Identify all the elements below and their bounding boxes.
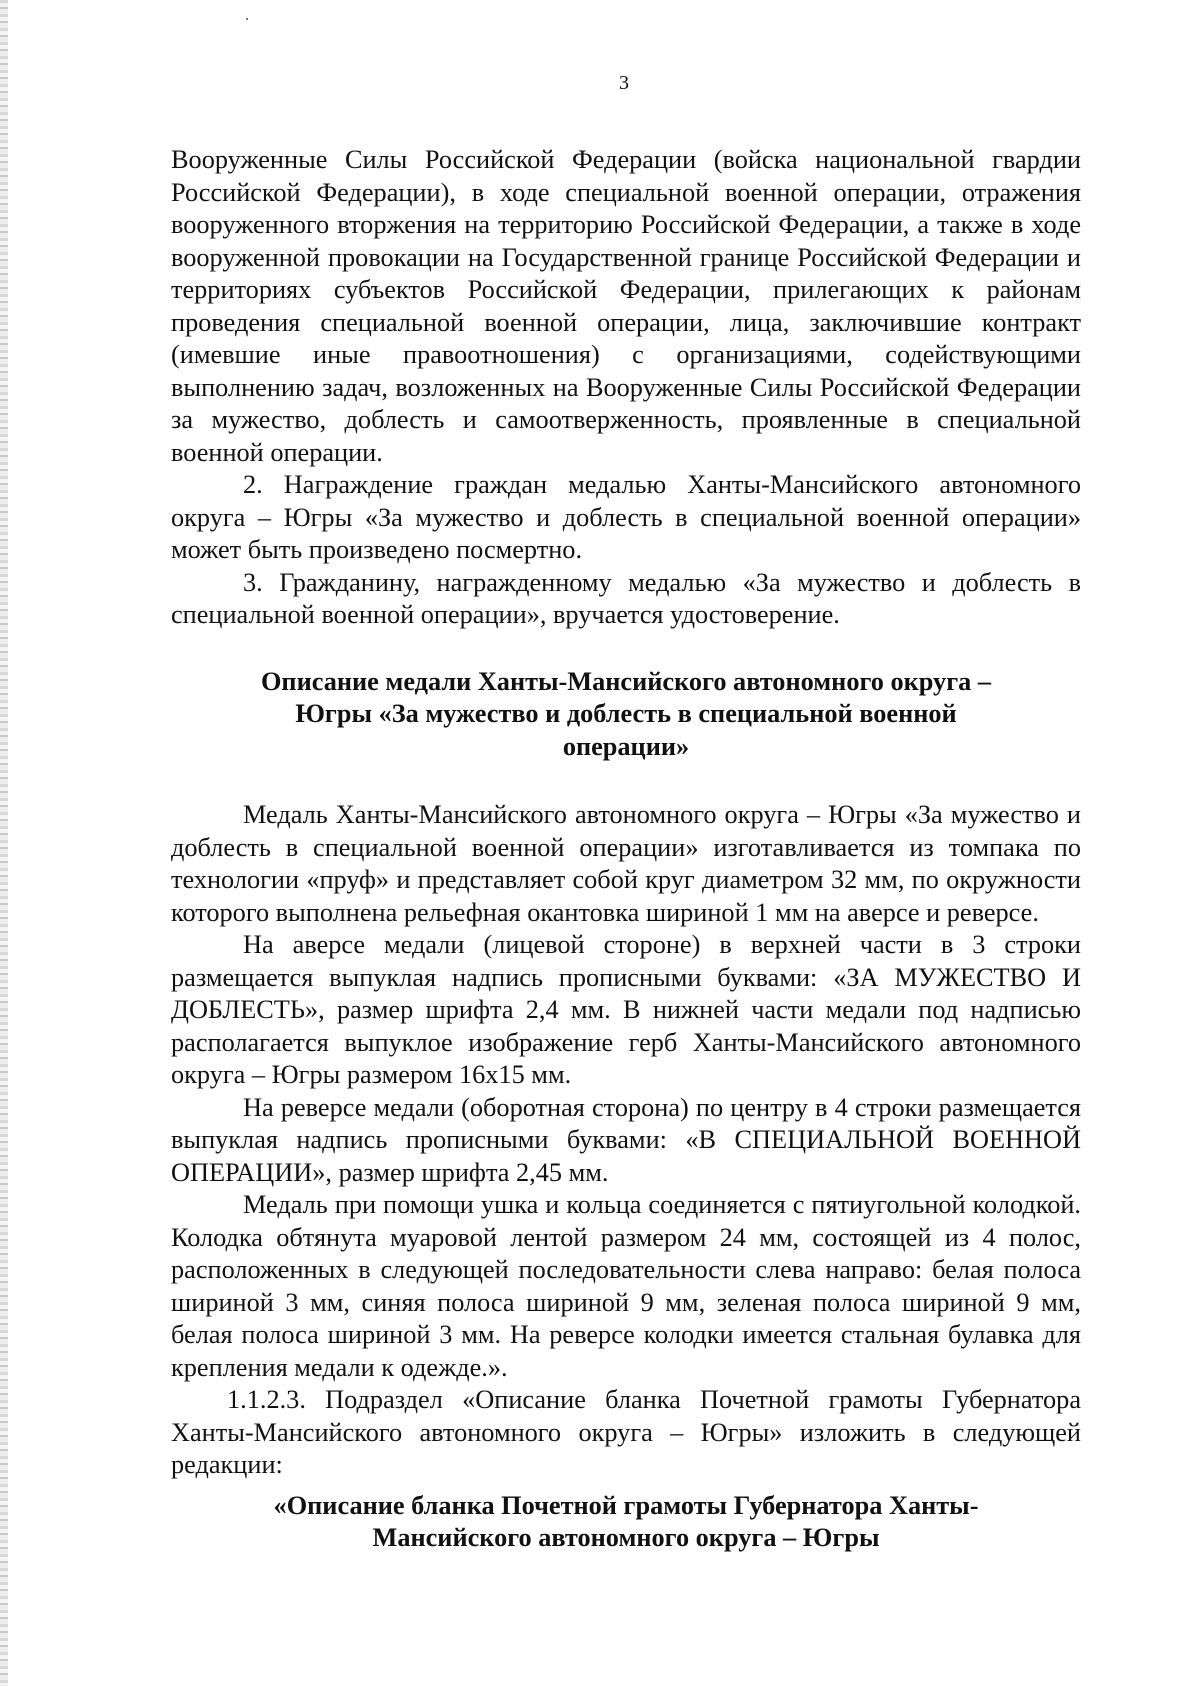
heading-diploma-text: «Описание бланка Почетной грамоты Губернатора Ханты-Мансийского автономного округа – Югры [273, 1490, 979, 1552]
heading-medal-text: Описание медали Ханты-Мансийского автономного округа – Югры «За мужество и доблесть в специальной военной операции» [260, 666, 992, 761]
page-number: 3 [619, 72, 629, 94]
paragraph-continuation: Вооруженные Силы Российской Федерации (войска национальной гвардии Российской Федерации), в ходе специальной военной операции, отражения вооруженного вторжения на территорию Российской Федерации, а также в ходе вооруженной провокации на Государственной границе Российской Федерации и территориях субъектов Российской Федерации, прилегающих к районам проведения специальной военной операции, лица, заключившие контракт (имевшие иные правоотношения) с организациями, содействующими выполнению задач, возложенных на Вооруженные Силы Российской Федерации за мужество, доблесть и самоотверженность, проявленные в специальной военной операции. [171, 145, 1081, 467]
heading-diploma-description [171, 1490, 1081, 1555]
scan-edge [0, 0, 8, 1686]
paragraph-medal-general: Медаль Ханты-Мансийского автономного округа – Югры «За мужество и доблесть в специальной военной операции» изготавливается из томпака по технологии «пруф» и представляет собой круг диаметром 32 мм, по окружности которого выполнена рельефная окантовка шириной 1 мм на аверсе и реверсе. [171, 800, 1081, 927]
paragraph-medal-reverse: На реверсе медали (оборотная сторона) по центру в 4 строки размещается выпуклая надпись прописными буквами: «В СПЕЦИАЛЬНОЙ ВОЕННОЙ ОПЕРАЦИИ», размер шрифта 2,45 мм. [171, 1092, 1081, 1187]
paragraph-item-2: 2. Награждение граждан медалью Ханты-Мансийского автономного округа – Югры «За мужество и доблесть в специальной военной операции» может быть произведено посмертно. [171, 470, 1081, 564]
heading-medal-description [171, 666, 1081, 764]
paragraph-item-3: 3. Гражданину, награжденному медалью «За мужество и доблесть в специальной военной операции», вручается удостоверение. [171, 567, 1081, 629]
document-body [171, 144, 1081, 1555]
paragraph-subsection-1123: 1.1.2.3. Подраздел «Описание бланка Почетной грамоты Губернатора Ханты-Мансийского автономного округа – Югры» изложить в следующей редакции: [171, 1385, 1081, 1479]
paragraph-medal-ribbon: Медаль при помощи ушка и кольца соединяется с пятиугольной колодкой. Колодка обтянута муаровой лентой размером 24 мм, состоящей из 4 полос, расположенных в следующей последовательности слева направо: белая полоса шириной 3 мм, синяя полоса шириной 9 мм, зеленая полоса шириной 9 мм, белая полоса шириной 3 мм. На реверсе колодки имеется стальная булавка для крепления медали к одежде.». [171, 1190, 1081, 1382]
scan-artifact [246, 18, 248, 20]
paragraph-medal-obverse: На аверсе медали (лицевой стороне) в верхней части в 3 строки размещается выпуклая надпись прописными буквами: «ЗА МУЖЕСТВО И ДОБЛЕСТЬ», размер шрифта 2,4 мм. В нижней части медали под надписью располагается выпуклое изображение герб Ханты-Мансийского автономного округа – Югры размером 16х15 мм. [171, 930, 1081, 1089]
